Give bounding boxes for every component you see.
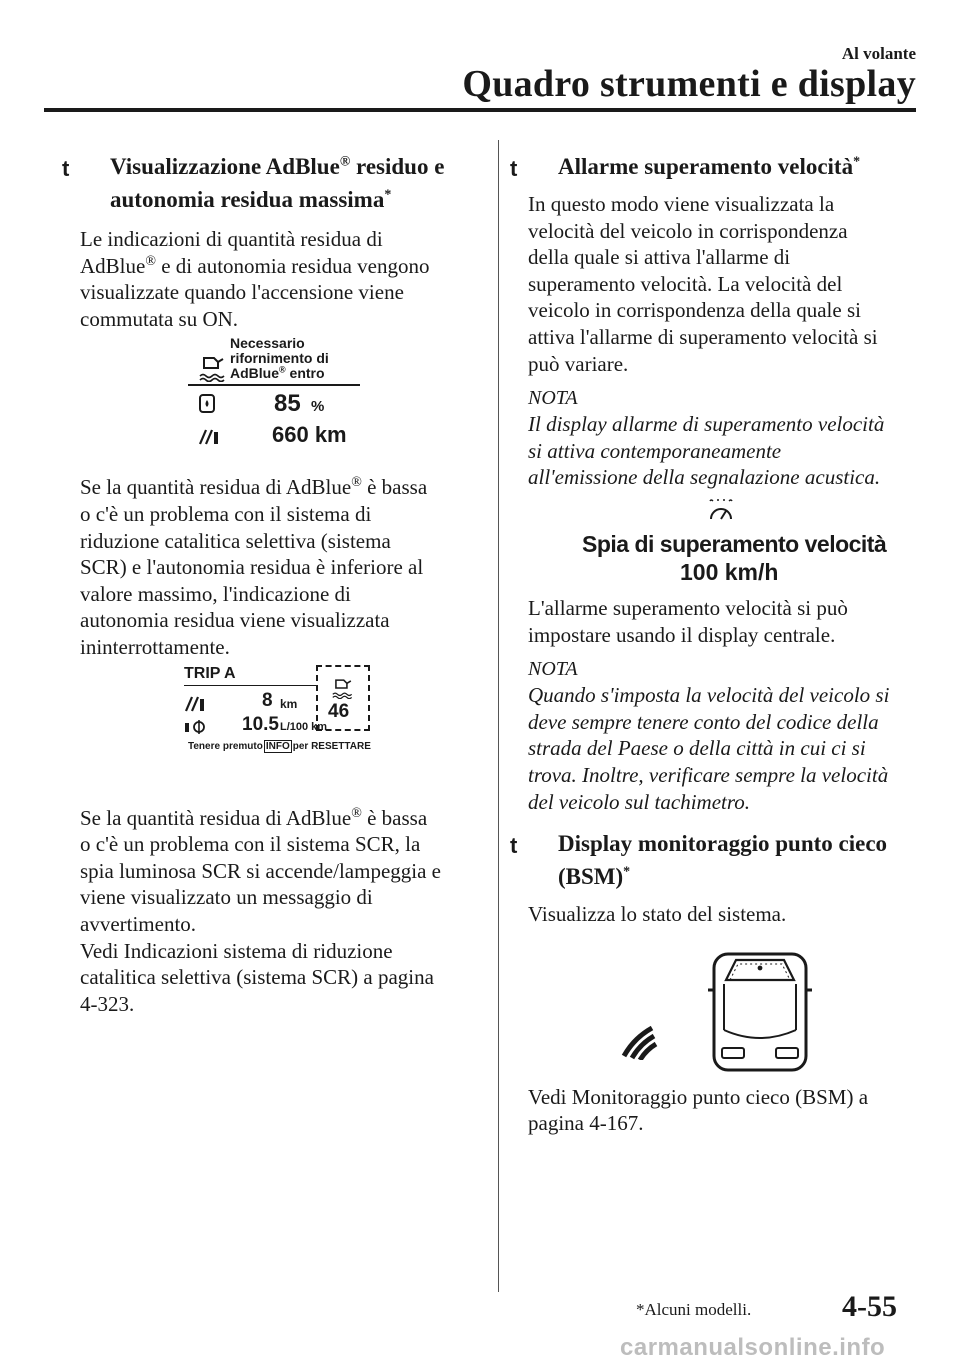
paragraph: Visualizza lo stato del sistema. <box>528 902 787 927</box>
note-label: NOTA <box>528 387 578 410</box>
asterisk-mark: * <box>384 187 392 203</box>
page-number: 4-55 <box>842 1290 897 1323</box>
heading-text: Visualizzazione AdBlue <box>110 154 340 179</box>
fuel-consumption-icon <box>184 719 206 735</box>
section-heading-speed-alarm <box>510 150 920 183</box>
car-top-view-icon <box>700 950 820 1074</box>
speed-warning-title: Spia di superamento velocità <box>582 530 887 557</box>
paragraph: L'allarme superamento velocità si può impostare usando il display centrale. <box>528 595 848 647</box>
adblue-pump-icon <box>330 677 356 699</box>
bullet-icon: t <box>510 833 518 859</box>
footnote: *Alcuni modelli. <box>636 1300 752 1319</box>
trip-consumption-value: 10.5 <box>242 713 279 735</box>
heading-text: autonomia residua massima <box>110 187 385 212</box>
registered-mark: ® <box>339 154 351 170</box>
note-text: Il display allarme di superamento velocità si attiva contemporaneamente all'emissione della segnalazione acustica. <box>528 412 885 490</box>
left-column <box>62 150 462 1017</box>
column-divider <box>498 140 499 1292</box>
adblue-pump-icon <box>198 354 228 382</box>
trip-distance-unit: km <box>280 696 298 711</box>
speed-warning-figure <box>510 497 920 589</box>
running-header-section: Al volante <box>841 44 916 63</box>
info-button-label: INFO <box>265 740 290 752</box>
asterisk-mark: * <box>853 154 861 170</box>
adblue-range-value: 660 km <box>272 422 347 448</box>
header-rule <box>44 108 916 112</box>
trip-distance-value: 8 <box>262 689 273 711</box>
heading-text: residuo e <box>350 154 445 179</box>
trip-title: TRIP A <box>184 664 236 682</box>
bsm-figure <box>510 950 920 1074</box>
bullet-icon: t <box>62 156 70 181</box>
road-range-icon <box>184 695 206 713</box>
watermark: carmanualsonline.info <box>620 1334 886 1361</box>
figure-rule <box>188 384 360 386</box>
trip-a-figure <box>62 665 462 765</box>
reset-instruction: Tenere premuto INFO per RESETTARE <box>188 740 371 752</box>
running-header-title: Quadro strumenti e display <box>462 63 916 105</box>
paragraph: Se la quantità residua di AdBlue® è bassa o c'è un problema con il sistema di riduzione catalitica selettiva (sistema SCR) e l'autonomia residua è inferiore al valore massimo, l'indicazione di autonomia residua viene visualizzata ininterrottamente. <box>80 475 428 659</box>
right-column <box>510 150 920 1137</box>
adblue-message: Necessario rifornimento di AdBlue® entro <box>230 335 329 382</box>
trip-consumption-unit: L/100 km <box>280 720 328 733</box>
bsm-signal-icon <box>618 1010 668 1060</box>
paragraph: In questo modo viene visualizzata la velocità del veicolo in corrispondenza della quale si attiva l'allarme di superamento velocità. La velocità del veicolo in corrispondenza della quale si attiva l'allarme di superamento velocità si può variare. <box>528 192 878 376</box>
road-range-icon <box>198 428 220 446</box>
asterisk-mark: * <box>623 864 631 880</box>
section-heading-adblue <box>62 150 462 216</box>
speed-warning-value: 100 km/h <box>680 558 779 585</box>
heading-text: (BSM) <box>558 864 624 890</box>
adblue-tank-icon <box>198 392 216 414</box>
note-label: NOTA <box>528 658 578 681</box>
note-text: Quando s'imposta la velocità del veicolo si deve sempre tenere conto del codice della strada del Paese o della città in cui ci si trova. Inoltre, verificare sempre la velocità del veicolo sul tachimetro. <box>528 683 890 814</box>
heading-text: Allarme superamento velocità <box>558 154 854 179</box>
trip-rule <box>184 685 318 686</box>
paragraph: Le indicazioni di quantità residua di AdBlue® e di autonomia residua vengono visualizzate quando l'accensione viene commutata su ON. <box>80 227 430 331</box>
bullet-icon: t <box>510 156 518 181</box>
adblue-remaining-figure <box>62 336 462 460</box>
heading-text: Display monitoraggio punto cieco <box>558 831 888 857</box>
adblue-percent-value: 85 <box>274 390 301 418</box>
paragraph: Se la quantità residua di AdBlue® è bassa o c'è un problema con il sistema SCR, la spia luminosa SCR si accende/lampeggia e viene visualizzato un messaggio di avvertimento. Vedi Indicazioni sistema di riduzione catalitica selettiva (sistema SCR) a pagina 4-323. <box>80 805 441 1016</box>
adblue-range-value: 46 <box>328 700 350 722</box>
paragraph: Vedi Monitoraggio punto cieco (BSM) a pagina 4-167. <box>528 1084 869 1136</box>
section-heading-bsm <box>510 827 920 893</box>
speedometer-alarm-icon <box>706 497 736 523</box>
adblue-percent-unit: % <box>311 398 325 416</box>
